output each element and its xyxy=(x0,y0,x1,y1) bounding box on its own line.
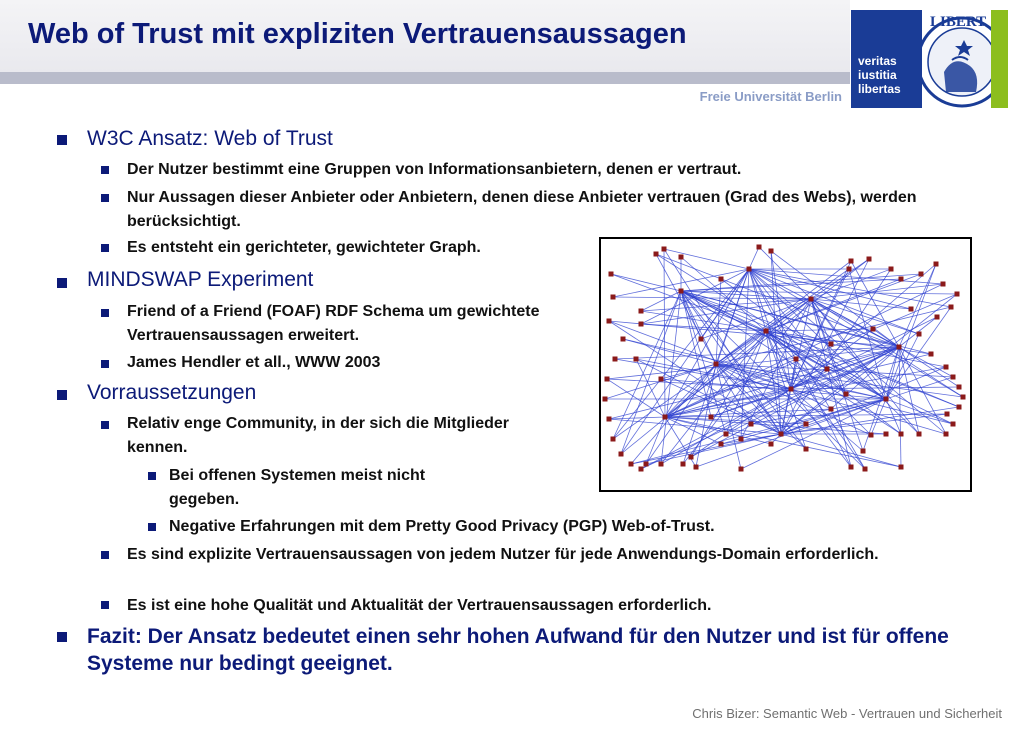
motto-line: libertas xyxy=(858,82,901,96)
graph-node xyxy=(804,422,809,427)
bullet-prereq: Vorraussetzungen xyxy=(87,381,257,404)
graph-node xyxy=(639,322,644,327)
bullet-w3c-item: Nur Aussagen dieser Anbieter oder Anbietern, denen diese Anbieter vertrauen (Grad des Webs), werden berücksichtigt. xyxy=(127,189,917,230)
graph-node xyxy=(884,432,889,437)
graph-node xyxy=(769,442,774,447)
graph-edge xyxy=(899,347,901,467)
graph-node xyxy=(829,407,834,412)
graph-edge xyxy=(791,387,959,389)
graph-node xyxy=(639,309,644,314)
graph-edge xyxy=(611,274,681,291)
page-title: Web of Trust mit expliziten Vertrauensaussagen xyxy=(28,18,687,50)
bullet-square xyxy=(101,421,109,429)
graph-node xyxy=(662,247,667,252)
graph-node xyxy=(764,329,769,334)
bullet-square xyxy=(57,390,67,400)
graph-node xyxy=(899,465,904,470)
graph-node xyxy=(634,357,639,362)
bullet-prereq-subitem: Negative Erfahrungen mit dem Pretty Good Privacy (PGP) Web-of-Trust. xyxy=(169,518,715,535)
motto-line: iustitia xyxy=(858,68,897,82)
bullet-mindswap: MINDSWAP Experiment xyxy=(87,268,314,291)
university-name: Freie Universität Berlin xyxy=(699,89,842,104)
graph-node xyxy=(909,307,914,312)
graph-node xyxy=(951,422,956,427)
graph-node xyxy=(639,467,644,472)
bullet-square xyxy=(148,472,156,480)
bullet-square xyxy=(101,360,109,368)
bullet-square xyxy=(101,551,109,559)
graph-node xyxy=(611,437,616,442)
bullet-w3c: W3C Ansatz: Web of Trust xyxy=(87,127,333,150)
graph-node xyxy=(957,385,962,390)
graph-node xyxy=(709,415,714,420)
graph-node xyxy=(844,392,849,397)
graph-node xyxy=(749,422,754,427)
bullet-mindswap-item: Friend of a Friend (FOAF) RDF Schema um gewichtete Vertrauensaussagen erweitert. xyxy=(127,303,540,344)
graph-node xyxy=(917,332,922,337)
graph-node xyxy=(613,357,618,362)
bullet-square xyxy=(57,135,67,145)
bullet-square xyxy=(57,632,67,642)
graph-node xyxy=(794,357,799,362)
graph-node xyxy=(949,305,954,310)
graph-node xyxy=(644,462,649,467)
graph-node xyxy=(689,455,694,460)
graph-edge xyxy=(641,324,766,331)
graph-node xyxy=(944,365,949,370)
graph-edge xyxy=(749,269,766,331)
graph-node xyxy=(719,277,724,282)
graph-node xyxy=(867,257,872,262)
graph-node xyxy=(957,405,962,410)
graph-node xyxy=(714,362,719,367)
graph-node xyxy=(607,319,612,324)
bullet-prereq-item: Relativ enge Community, in der sich die Mitglieder kennen. xyxy=(127,415,509,456)
graph-node xyxy=(899,432,904,437)
graph-edge xyxy=(749,247,759,269)
graph-node xyxy=(719,442,724,447)
graph-node xyxy=(889,267,894,272)
graph-node xyxy=(611,295,616,300)
graph-node xyxy=(699,337,704,342)
seal-text: LIBERT xyxy=(930,14,987,30)
graph-node xyxy=(929,352,934,357)
bullet-prereq-item: Es ist eine hohe Qualität und Aktualität der Vertrauensaussagen erforderlich. xyxy=(127,597,712,614)
bullet-w3c-item: Der Nutzer bestimmt eine Gruppen von Informationsanbietern, denen er vertraut. xyxy=(127,161,742,178)
graph-node xyxy=(955,292,960,297)
graph-node xyxy=(935,315,940,320)
graph-node xyxy=(849,259,854,264)
graph-node xyxy=(619,452,624,457)
bullet-square xyxy=(101,309,109,317)
graph-edge xyxy=(781,434,901,467)
graph-node xyxy=(884,397,889,402)
bullet-prereq-item: Es sind explizite Vertrauensaussagen von jedem Nutzer für jede Anwendungs-Domain erforderlich. xyxy=(127,546,879,563)
graph-node xyxy=(804,447,809,452)
bullet-square xyxy=(57,278,67,288)
trust-graph xyxy=(601,239,970,490)
graph-node xyxy=(694,465,699,470)
graph-node xyxy=(724,432,729,437)
motto-line: veritas xyxy=(858,54,897,68)
graph-node xyxy=(941,282,946,287)
graph-node xyxy=(825,367,830,372)
bullet-square xyxy=(101,244,109,252)
graph-node xyxy=(847,267,852,272)
graph-node xyxy=(757,245,762,250)
graph-node xyxy=(605,377,610,382)
graph-node xyxy=(871,327,876,332)
bullet-fazit: Fazit: Der Ansatz bedeutet einen sehr hohen Aufwand für den Nutzer und ist für offene Systeme nur bedingt geeignet. xyxy=(87,625,949,675)
graph-node xyxy=(663,415,668,420)
graph-node xyxy=(789,387,794,392)
graph-node xyxy=(934,262,939,267)
graph-node xyxy=(739,467,744,472)
bullet-prereq-subitem: Bei offenen Systemen meist nicht gegeben. xyxy=(169,467,426,508)
graph-node xyxy=(869,433,874,438)
graph-node xyxy=(681,462,686,467)
graph-edge xyxy=(781,399,886,434)
bullet-square xyxy=(101,601,109,609)
graph-edge xyxy=(664,249,749,269)
graph-node xyxy=(899,277,904,282)
graph-node xyxy=(917,432,922,437)
graph-node xyxy=(769,249,774,254)
graph-node xyxy=(654,252,659,257)
footer-credit: Chris Bizer: Semantic Web - Vertrauen und Sicherheit xyxy=(692,706,1002,721)
graph-node xyxy=(919,272,924,277)
graph-node xyxy=(603,397,608,402)
graph-node xyxy=(609,272,614,277)
graph-node xyxy=(747,267,752,272)
graph-node xyxy=(849,465,854,470)
trust-graph-figure xyxy=(599,237,972,492)
bullet-square xyxy=(148,523,156,531)
graph-node xyxy=(951,375,956,380)
graph-node xyxy=(629,462,634,467)
bullet-mindswap-item: James Hendler et all., WWW 2003 xyxy=(127,354,381,371)
graph-node xyxy=(897,345,902,350)
graph-node xyxy=(739,437,744,442)
graph-node xyxy=(679,255,684,260)
graph-node xyxy=(779,432,784,437)
graph-node xyxy=(679,289,684,294)
graph-node xyxy=(809,297,814,302)
bullet-square xyxy=(101,166,109,174)
graph-node xyxy=(861,449,866,454)
graph-node xyxy=(945,412,950,417)
graph-node xyxy=(961,395,966,400)
bullet-square xyxy=(101,194,109,202)
graph-node xyxy=(863,467,868,472)
graph-edge xyxy=(661,389,791,464)
graph-node xyxy=(944,432,949,437)
graph-node xyxy=(829,342,834,347)
bullet-w3c-item: Es entsteht ein gerichteter, gewichteter Graph. xyxy=(127,239,481,256)
graph-node xyxy=(621,337,626,342)
graph-node xyxy=(659,377,664,382)
graph-node xyxy=(659,462,664,467)
graph-node xyxy=(607,417,612,422)
